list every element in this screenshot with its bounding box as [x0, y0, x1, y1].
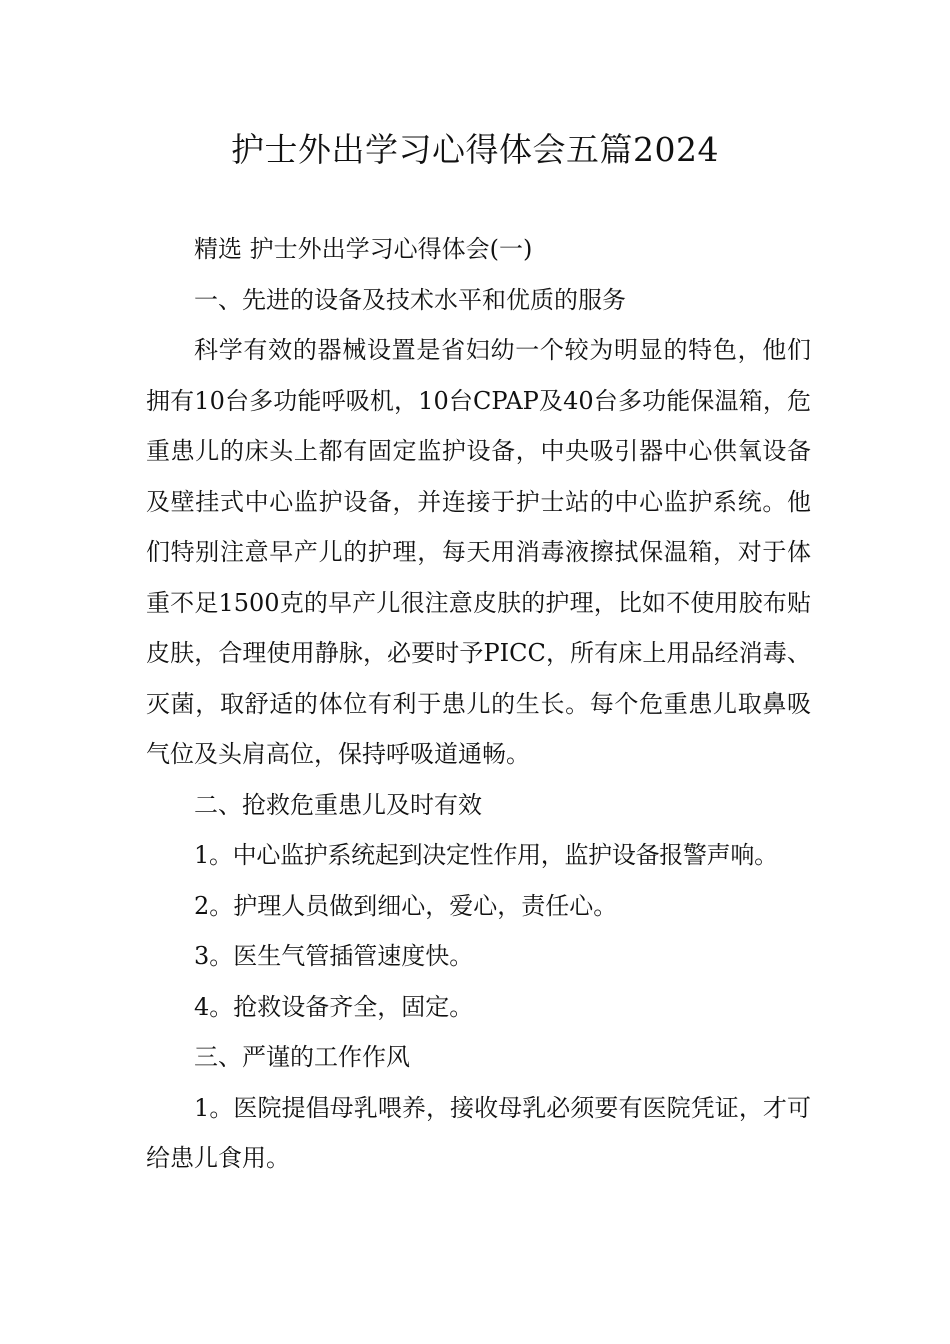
- section-heading-2: 二、抢救危重患儿及时有效: [194, 790, 482, 819]
- section-heading-3: 三、严谨的工作作风: [194, 1043, 410, 1071]
- list-item-3: 3。医生气管插管速度快。: [194, 942, 474, 970]
- list-item-1: 1。中心监护系统起到决定性作用，监护设备报警声响。: [194, 841, 778, 869]
- list-item-2: 2。护理人员做到细心，爱心，责任心。: [194, 891, 618, 920]
- paragraph-breastfeeding: 1。医院提倡母乳喂养，接收母乳必须要有医院凭证，才可给患儿食用。: [146, 1093, 811, 1172]
- paragraph-intro-heading: 精选 护士外出学习心得体会(一): [194, 235, 533, 263]
- document-body: [146, 224, 811, 1184]
- document-title: 护士外出学习心得体会五篇2024: [231, 130, 719, 169]
- paragraph-equipment: 科学有效的器械设置是省妇幼一个较为明显的特色，他们拥有10台多功能呼吸机，10台CPAP及40台多功能保温箱，危重患儿的床头上都有固定监护设备，中央吸引器中心供氧设备及壁挂式中心监护设备，并连接于护士站的中心监护系统。他们特别注意早产儿的护理，每天用消毒液擦拭保温箱，对于体重不足1500克的早产儿很注意皮肤的护理，比如不使用胶布贴皮肤，合理使用静脉，必要时予PICC，所有床上用品经消毒、灭菌，取舒适的体位有利于患儿的生长。每个危重患儿取鼻吸气位及头肩高位，保持呼吸道通畅。: [146, 336, 811, 768]
- list-item-4: 4。抢救设备齐全，固定。: [194, 992, 474, 1021]
- section-heading-1: 一、先进的设备及技术水平和优质的服务: [194, 285, 626, 314]
